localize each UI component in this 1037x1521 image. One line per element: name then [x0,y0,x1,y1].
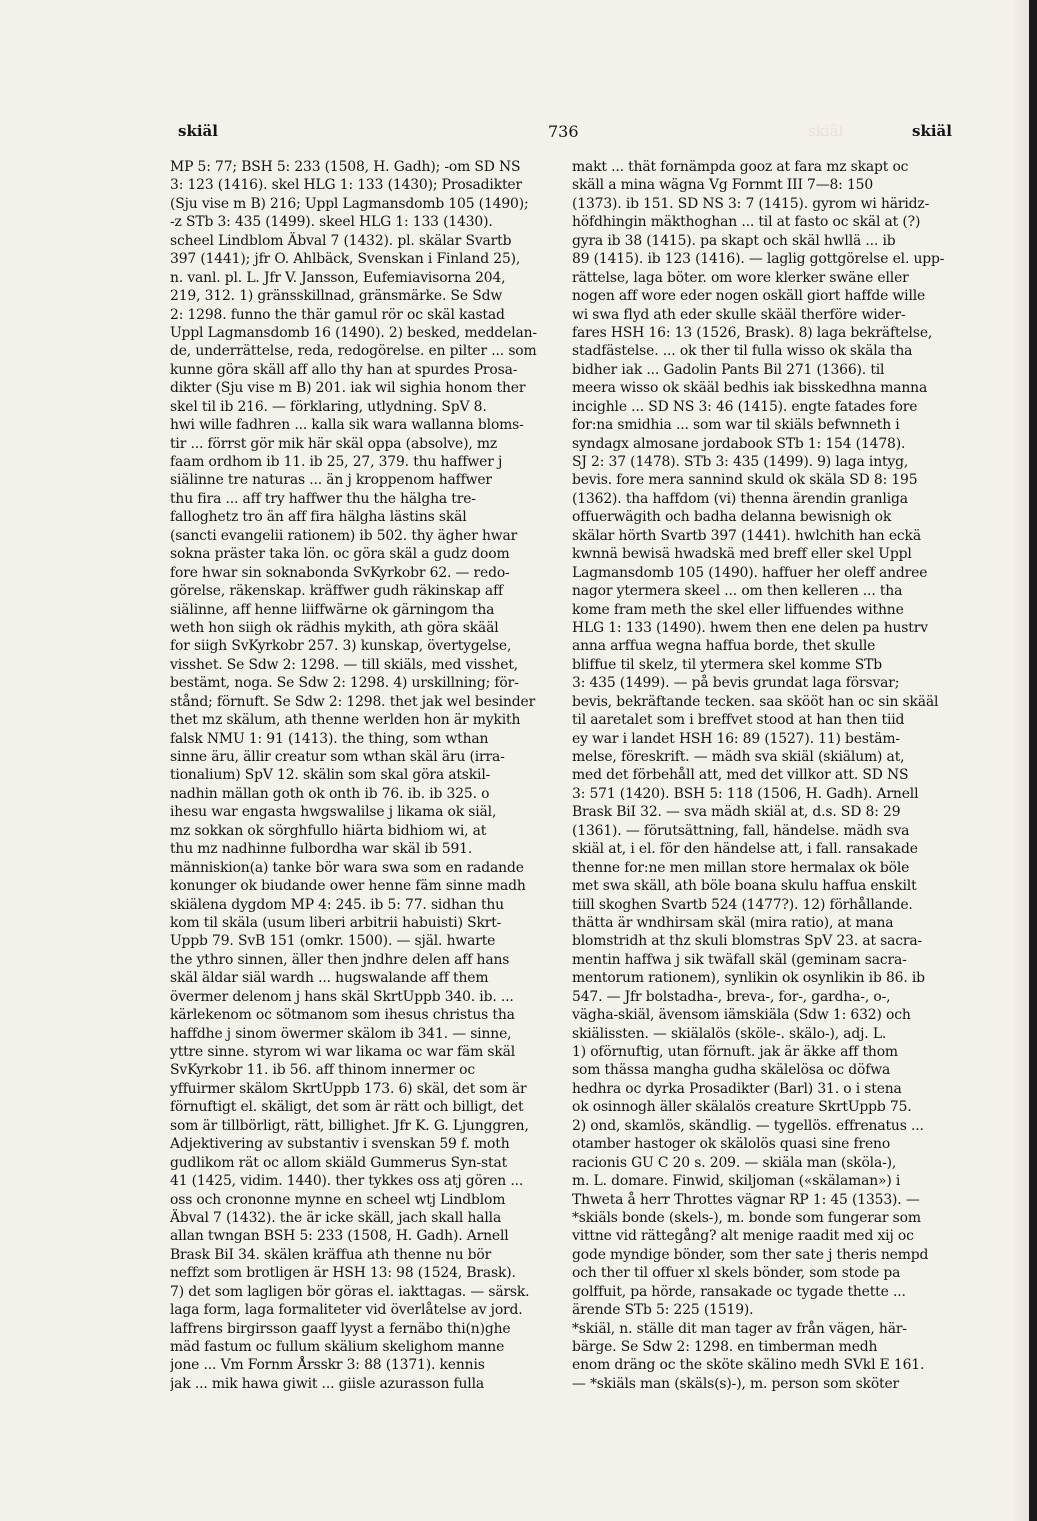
text-line: yffuirmer skälom SkrtUppb 173. 6) skäl, det som är [170,1080,527,1097]
text-line: som thässa mangha gudha skälelösa oc döfwa [572,1062,891,1079]
text-line: golffuit, pa hörde, ransakade oc tygade thette ... [572,1283,906,1300]
text-line: ihesu war engasta hwgswalilse j likama ok siäl, [170,804,497,821]
text-line: Äbval 7 (1432). the är icke skäll, jach skall halla [170,1209,502,1226]
text-line: 3: 435 (1499). — på bevis grundat laga försvar; [572,675,900,692]
text-line: kärlekenom oc sötmanom som ihesus christus tha [170,1007,515,1024]
text-line: förnuftigt el. skäligt, det som är rätt och billigt, det [170,1099,524,1116]
text-line: thenne for:ne men millan store hermalax ok böle [572,859,910,876]
text-line: tionalium) SpV 12. skälin som skal göra atskil- [170,767,491,784]
text-line: jak ... mik hawa giwit ... giisle azurasson fulla [170,1375,485,1392]
text-line: kunne göra skäll aff allo thy han at spurdes Prosa- [170,361,518,378]
text-line: sokna präster taka lön. oc göra skäl a gudz doom [170,546,510,563]
text-line: mäd fastum oc fullum skälium skelighom manne [170,1339,505,1355]
text-line: gyra ib 38 (1415). pa skapt och skäl hwllä ... ib [572,232,896,249]
text-line: laga form, laga formaliteter vid överlåtelse av jord. [170,1302,523,1319]
running-header [0,122,1037,146]
text-line: nogen aff wore eder nogen oskäll giort haffde wille [572,288,926,305]
text-line: haffdhe j sinom öwermer skälom ib 341. — sinne, [170,1025,512,1042]
text-line: skäl äldar siäl wardh ... hugswalande aff them [170,970,489,987]
text-line: for siigh SvKyrkobr 257. 3) kunskap, övertygelse, [170,638,512,655]
text-line: Brask BiI 34. skälen kräffua ath thenne nu bör [170,1246,492,1263]
text-line: neffzt som brotligen är HSH 13: 98 (1524, Brask). [170,1265,516,1282]
text-line: 2) ond, skamlös, skändlig. — tygellös. effrenatus ... [572,1117,924,1134]
text-line: Thweta å herr Throttes vägnar RP 1: 45 (1353). — [572,1191,920,1208]
text-line: ärende STb 5: 225 (1519). [572,1302,754,1319]
text-line: med det förbehåll att, med det villkor att. SD NS [572,767,909,784]
text-line: 2: 1298. funno the thär gamul rör oc skäl kastad [170,306,505,323]
text-line: stadfästelse. ... ok ther til fulla wisso ok skäla tha [572,343,913,360]
text-line: 89 (1415). ib 123 (1416). — laglig gottgörelse el. upp- [572,251,945,268]
page-edge [1029,0,1037,1521]
text-line: skälar hörth Svartb 397 (1441). hwlchith han eckä [572,527,921,544]
text-line: for:na smidhia ... som war til skiäls befwnneth i [572,417,900,434]
text-line: thu mz nadhinne fulbordha war skäl ib 591. [170,841,473,858]
left-column [170,158,546,1393]
text-line: bestämt, noga. Se Sdw 2: 1298. 4) urskillning; för- [170,675,519,692]
text-line: görelse, räkenskap. kräffwer gudh räkinskap aff [170,583,504,600]
text-line: 41 (1425, vidim. 1440). ther tykkes oss atj gören ... [170,1173,524,1190]
headword-left: skiäl [178,122,218,140]
text-line: Adjektivering av substantiv i svenskan 59 f. moth [170,1136,510,1153]
text-line: HLG 1: 133 (1490). hwem then ene delen pa hustrv [572,619,928,636]
right-column [572,158,948,1393]
text-line: 7) det som lagligen bör göras el. iakttagas. — särsk. [170,1283,530,1300]
text-line: enom dräng oc the sköte skälino medh SVkl E 161. [572,1357,925,1374]
text-line: *skiäls bonde (skels-), m. bonde som fungerar som [572,1209,921,1226]
text-line: hedhra oc dyrka Prosadikter (Barl) 31. o i stena [572,1080,902,1097]
text-line: Lagmansdomb 105 (1490). haffuer her oleff andree [572,564,928,581]
text-line: hwi wille fadhren ... kalla sik wara wallanna bloms- [170,417,524,434]
text-line: allan twngan BSH 5: 233 (1508, H. Gadh). Arnell [170,1228,509,1245]
text-line: ey war i landet HSH 16: 89 (1527). 11) bestäm- [572,730,900,747]
text-line: höfdhingin mäkthoghan ... til at fasto oc skäl at (?) [572,214,921,231]
text-line: -z STb 3: 435 (1499). skeel HLG 1: 133 (1430). [170,214,493,231]
text-line: 547. — Jfr bolstadha-, breva-, for-, gardha-, o-, [572,988,891,1005]
text-line: thu fira ... aff try haffwer thu the hälgha tre- [170,490,476,507]
page-edge-shade [1011,0,1029,1521]
text-line: jone ... Vm Fornm Årsskr 3: 88 (1371). kennis [170,1357,485,1374]
text-line: kom til skäla (usum liberi arbitrii habuisti) Skrt- [170,914,502,931]
text-line: wi swa flyd ath eder skulle skääl therföre wider- [572,306,906,323]
text-line: skiäl at, i el. för den händelse att, i fall. ransakade [572,841,918,858]
text-line: siälinne tre naturas ... än j kroppenom haffwer [170,472,492,489]
text-line: gudlikom rät oc allom skiäld Gummerus Syn-stat [170,1154,508,1171]
text-line: som är tillbörligt, rätt, billighet. Jfr K. G. Ljunggren, [170,1117,529,1134]
text-line: övermer delenom j hans skäl SkrtUppb 340. ib. ... [170,988,514,1005]
text-line: kwnnä bewisä hwadskä med breff eller skel Uppl [572,546,912,563]
text-line: n. vanl. pl. L. Jfr V. Jansson, Eufemiavisorna 204, [170,269,506,286]
text-line: 3: 123 (1416). skel HLG 1: 133 (1430); Prosadikter [170,177,522,194]
text-line: laffrens birgirsson gaaff lyyst a fernäbo thi(n)ghe [170,1320,511,1337]
text-line: siälinne, aff henne liiffwärne ok gärningom tha [170,601,495,618]
faded-header-text: skiäl [808,122,844,140]
text-line: meera wisso ok skääl bedhis iak bisskedhna manna [572,380,928,397]
text-line: 3: 571 (1420). BSH 5: 118 (1506, H. Gadh). Arnell [572,785,919,802]
text-line: bliffue til skelz, til ytermera skel komme STb [572,656,882,673]
text-line: falloghetz tro än aff fira hälgha lästins skäl [170,509,467,526]
text-line: til aaretalet som i breffvet stood at han then tiid [572,712,905,729]
text-line: 1) oförnuftig, utan förnuft. jak är äkke aff thom [572,1044,898,1060]
text-line: m. L. domare. Finwid, skiljoman («skälaman») i [572,1173,901,1190]
text-line: bevis. fore mera sannind skuld ok skäla SD 8: 195 [572,472,918,489]
text-line: skäll a mina wägna Vg Fornmt III 7—8: 150 [572,177,874,194]
text-line: — *skiäls man (skäls(s)-), m. person som sköter [572,1375,900,1392]
text-line: (1361). — förutsättning, fall, händelse. mädh sva [572,822,910,839]
text-line: bevis, bekräftande tecken. saa skööt han oc sin skääl [572,693,939,710]
text-line: tiill skoghen Svartb 524 (1477?). 12) förhållande. [572,896,913,913]
text-line: makt ... thät fornämpda gooz at fara mz skapt oc [572,159,909,175]
text-line: mz sokkan ok sörghfullo hiärta bidhiom wi, at [170,822,487,839]
text-line: vittne vid rättegång? alt menige raadit med xij oc [572,1228,914,1245]
text-line: *skiäl, n. ställe dit man tager av från vägen, här- [572,1320,907,1337]
text-line: bidher iak ... Gadolin Pants Bil 271 (1366). til [572,361,885,378]
text-line: yttre sinne. styrom wi war likama oc war fäm skäl [170,1044,516,1060]
text-line: 397 (1441); jfr O. Ahlbäck, Svenskan i Finland 25), [170,251,521,268]
text-line: nadhin mällan goth ok onth ib 76. ib. ib 325. o [170,785,490,802]
text-line: otamber hastoger ok skälolös quasi sine freno [572,1136,891,1153]
text-line: the ythro sinnen, äller then jndhre delen aff hans [170,951,510,968]
text-line: offuerwägith och badha delanna bewisnigh ok [572,509,892,526]
text-line: blomstridh at thz skuli blomstras SpV 23. at sacra- [572,933,923,950]
text-line: och ther til offuer xl skels bönder, som stode pa [572,1265,901,1282]
text-line: sinne äru, ällir creatur som wthan skäl äru (irra- [170,749,505,765]
text-line: 219, 312. 1) gränsskillnad, gränsmärke. Se Sdw [170,288,503,305]
text-line: tir ... förrst gör mik här skäl oppa (absolve), mz [170,435,498,452]
text-line: bärge. Se Sdw 2: 1298. en timberman medh [572,1339,878,1355]
text-line: (sancti evangelii rationem) ib 502. thy ägher hwar [170,527,518,544]
text-line: skiälena dygdom MP 4: 245. ib 5: 77. sidhan thu [170,896,504,913]
text-line: MP 5: 77; BSH 5: 233 (1508, H. Gadh); -om SD NS [170,159,521,175]
text-line: met swa skäll, ath böle boana skulu haffua enskilt [572,878,917,895]
text-line: de, underrättelse, reda, redogörelse. en pilter ... som [170,343,537,360]
text-line: thet mz skälum, ath thenne werlden hon är mykith [170,712,521,729]
text-line: SJ 2: 37 (1478). STb 3: 435 (1499). 9) laga intyg, [572,454,909,470]
text-line: skel til ib 216. — förklaring, utlydning. SpV 8. [170,398,487,415]
text-line: dikter (Sju vise m B) 201. iak wil sighia honom ther [170,380,526,397]
text-line: vägha-skiäl, ävensom iämskiäla (Sdw 1: 632) och [572,1007,911,1024]
text-line: incighle ... SD NS 3: 46 (1415). engte fatades fore [572,398,918,415]
text-line: oss och crononne mynne en scheel wtj Lindblom [170,1191,506,1208]
text-line: anna arffua wegna haffua borde, thet skulle [572,638,876,655]
text-line: weth hon siigh ok rädhis mykith, ath göra skääl [170,619,499,636]
text-line: falsk NMU 1: 91 (1413). the thing, som wthan [170,730,489,747]
text-line: mentin haffwa j sik twäfall skäl (geminam sacra- [572,951,907,968]
text-line: Brask BiI 32. — sva mädh skiäl at, d.s. SD 8: 29 [572,804,901,821]
text-line: Uppb 79. SvB 151 (omkr. 1500). — själ. hwarte [170,933,496,950]
page-number: 736 [548,122,579,141]
text-line: racionis GU C 20 s. 209. — skiäla man (sköla-), [572,1154,897,1171]
text-line: (1362). tha haffdom (vi) thenna ärendin granliga [572,490,908,507]
text-line: fore hwar sin soknabonda SvKyrkobr 62. — redo- [170,564,510,581]
text-line: faam ordhom ib 11. ib 25, 27, 379. thu haffwer j [170,454,503,470]
text-line: visshet. Se Sdw 2: 1298. — till skiäls, med visshet, [170,656,519,673]
text-line: fares HSH 16: 13 (1526, Brask). 8) laga bekräftelse, [572,324,933,341]
text-line: SvKyrkobr 11. ib 56. aff thinom innermer oc [170,1062,476,1079]
text-line: stånd; förnuft. Se Sdw 2: 1298. thet jak wel besinder [170,693,536,710]
text-line: mentorum rationem), synlikin ok osynlikin ib 86. ib [572,970,925,987]
text-line: scheel Lindblom Äbval 7 (1432). pl. skälar Svartb [170,232,512,249]
text-line: konunger ok biudande ower henne fäm sinne madh [170,878,526,895]
text-line: gode myndige bönder, som ther sate j theris nempd [572,1246,929,1263]
text-line: kome fram meth the skel eller liffuendes withne [572,601,904,618]
text-line: rättelse, laga böter. om wore klerker swäne eller [572,269,909,286]
text-line: thätta är wndhirsam skäl (mira ratio), at mana [572,914,894,931]
text-line: Uppl Lagmansdomb 16 (1490). 2) besked, meddelan- [170,324,537,341]
text-line: ok osinnogh äller skälalös creature SkrtUppb 75. [572,1099,912,1116]
text-line: syndagx almosane jordabook STb 1: 154 (1478). [572,435,906,452]
text-line: människion(a) tanke bör wara swa som en radande [170,859,524,876]
text-line: (1373). ib 151. SD NS 3: 7 (1415). gyrom wi häridz- [572,195,930,212]
text-line: (Sju vise m B) 216; Uppl Lagmansdomb 105 (1490); [170,195,529,212]
text-line: skiälissten. — skiälalös (sköle-. skälo-), adj. L. [572,1025,887,1042]
text-line: melse, föreskrift. — mädh sva skiäl (skiälum) at, [572,749,905,765]
text-line: nagor ytermera skeel ... om then kelleren ... tha [572,583,903,600]
headword-right: skiäl [912,122,952,140]
